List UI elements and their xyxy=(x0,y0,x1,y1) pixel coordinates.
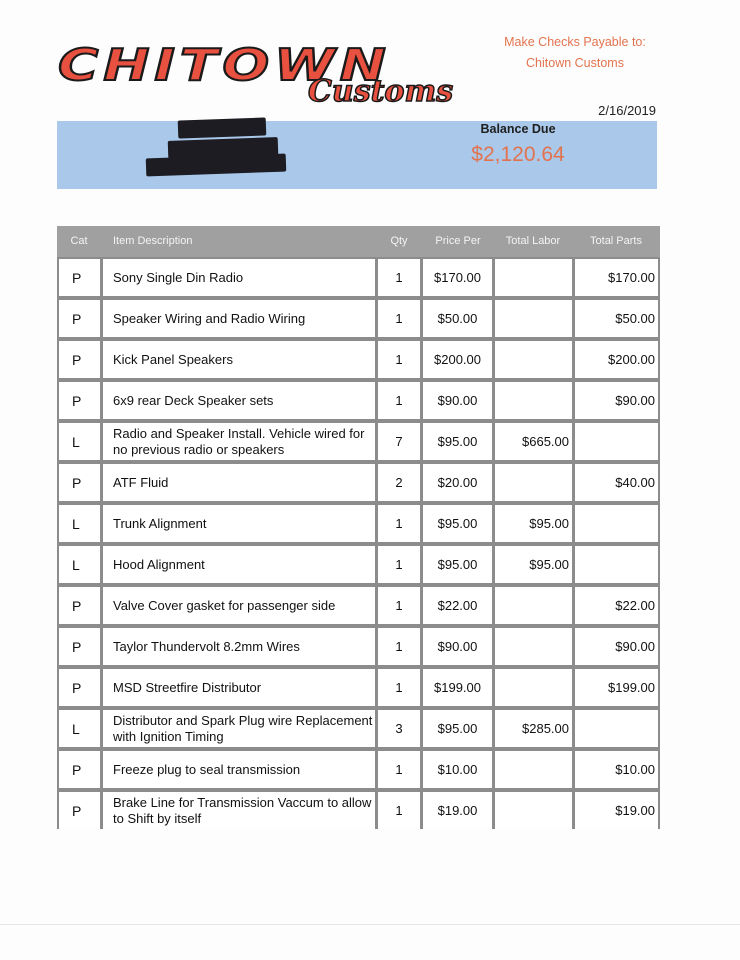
cell-total-parts: $199.00 xyxy=(575,669,658,706)
cell-total-labor xyxy=(495,628,572,665)
cell-total-parts xyxy=(575,423,658,460)
cell-description: Kick Panel Speakers xyxy=(103,341,375,378)
cell-qty: 1 xyxy=(378,259,420,296)
cell-price-per: $90.00 xyxy=(423,382,492,419)
cell-qty: 1 xyxy=(378,669,420,706)
cell-total-labor: $665.00 xyxy=(495,423,572,460)
payable-line-2: Chitown Customs xyxy=(526,56,624,70)
cell-description: Radio and Speaker Install. Vehicle wired for no previous radio or speakers xyxy=(103,423,375,460)
cell-total-labor xyxy=(495,751,572,788)
table-row xyxy=(57,585,660,626)
cell-qty: 1 xyxy=(378,546,420,583)
table-row xyxy=(57,503,660,544)
balance-due-label: Balance Due xyxy=(480,122,556,136)
cell-cat: P xyxy=(59,587,100,624)
col-header-total-parts: Total Parts xyxy=(590,235,642,247)
cell-price-per: $19.00 xyxy=(423,792,492,829)
cell-cat: L xyxy=(59,710,100,747)
col-header-cat: Cat xyxy=(70,235,88,247)
table-row xyxy=(57,462,660,503)
cell-total-labor xyxy=(495,259,572,296)
cell-cat: P xyxy=(59,300,100,337)
cell-description: Hood Alignment xyxy=(103,546,375,583)
redaction-bar xyxy=(178,117,267,138)
cell-price-per: $95.00 xyxy=(423,423,492,460)
cell-description: 6x9 rear Deck Speaker sets xyxy=(103,382,375,419)
cell-price-per: $200.00 xyxy=(423,341,492,378)
cell-description: MSD Streetfire Distributor xyxy=(103,669,375,706)
cell-total-parts: $90.00 xyxy=(575,382,658,419)
table-row xyxy=(57,421,660,462)
cell-qty: 1 xyxy=(378,587,420,624)
cell-cat: L xyxy=(59,546,100,583)
table-row xyxy=(57,790,660,831)
cell-total-parts: $200.00 xyxy=(575,341,658,378)
table-row xyxy=(57,380,660,421)
payable-to xyxy=(490,32,660,74)
cell-price-per: $22.00 xyxy=(423,587,492,624)
table-row xyxy=(57,708,660,749)
cell-total-labor xyxy=(495,464,572,501)
cell-description: Trunk Alignment xyxy=(103,505,375,542)
cell-qty: 2 xyxy=(378,464,420,501)
cell-total-parts xyxy=(575,710,658,747)
cell-total-parts: $50.00 xyxy=(575,300,658,337)
cell-price-per: $90.00 xyxy=(423,628,492,665)
col-header-description: Item Description xyxy=(113,235,193,247)
cell-description: Speaker Wiring and Radio Wiring xyxy=(103,300,375,337)
table-header xyxy=(57,226,660,257)
cell-price-per: $199.00 xyxy=(423,669,492,706)
cell-cat: P xyxy=(59,628,100,665)
col-header-qty: Qty xyxy=(390,235,408,247)
col-header-total-labor: Total Labor xyxy=(505,235,561,247)
cell-total-labor xyxy=(495,587,572,624)
cell-qty: 1 xyxy=(378,341,420,378)
cell-price-per: $95.00 xyxy=(423,546,492,583)
payable-line-1: Make Checks Payable to: xyxy=(504,35,646,49)
cell-qty: 1 xyxy=(378,382,420,419)
cell-total-parts: $90.00 xyxy=(575,628,658,665)
cell-total-labor: $95.00 xyxy=(495,505,572,542)
cell-cat: P xyxy=(59,382,100,419)
table-row xyxy=(57,667,660,708)
cell-description: Distributor and Spark Plug wire Replacement with Ignition Timing xyxy=(103,710,375,747)
cell-qty: 1 xyxy=(378,628,420,665)
cell-price-per: $170.00 xyxy=(423,259,492,296)
table-row xyxy=(57,626,660,667)
cell-cat: L xyxy=(59,505,100,542)
cell-qty: 7 xyxy=(378,423,420,460)
cell-total-labor xyxy=(495,792,572,829)
cell-cat: P xyxy=(59,341,100,378)
cell-qty: 3 xyxy=(378,710,420,747)
cell-description: Freeze plug to seal transmission xyxy=(103,751,375,788)
cell-price-per: $10.00 xyxy=(423,751,492,788)
col-header-price-per: Price Per xyxy=(435,235,481,247)
cell-price-per: $50.00 xyxy=(423,300,492,337)
cell-cat: L xyxy=(59,423,100,460)
cell-total-parts: $10.00 xyxy=(575,751,658,788)
cell-description: Valve Cover gasket for passenger side xyxy=(103,587,375,624)
cell-total-parts xyxy=(575,505,658,542)
cell-description: Taylor Thundervolt 8.2mm Wires xyxy=(103,628,375,665)
cell-total-parts xyxy=(575,546,658,583)
cell-cat: P xyxy=(59,669,100,706)
logo-script: Customs xyxy=(308,74,454,109)
page-edge xyxy=(0,924,740,925)
logo-wordmark: CHITOWN xyxy=(58,40,391,91)
cell-cat: P xyxy=(59,792,100,829)
table-row xyxy=(57,749,660,790)
cell-qty: 1 xyxy=(378,300,420,337)
cell-price-per: $20.00 xyxy=(423,464,492,501)
cell-total-parts: $19.00 xyxy=(575,792,658,829)
cell-total-labor: $285.00 xyxy=(495,710,572,747)
table-row xyxy=(57,298,660,339)
cell-cat: P xyxy=(59,751,100,788)
cell-total-parts: $22.00 xyxy=(575,587,658,624)
cell-cat: P xyxy=(59,259,100,296)
cell-cat: P xyxy=(59,464,100,501)
cell-qty: 1 xyxy=(378,792,420,829)
company-logo xyxy=(58,40,478,109)
cell-price-per: $95.00 xyxy=(423,710,492,747)
cell-qty: 1 xyxy=(378,505,420,542)
table-row xyxy=(57,544,660,585)
table-row xyxy=(57,339,660,380)
cell-total-labor xyxy=(495,300,572,337)
cell-total-labor: $95.00 xyxy=(495,546,572,583)
cell-total-parts: $40.00 xyxy=(575,464,658,501)
cell-description: Sony Single Din Radio xyxy=(103,259,375,296)
cell-price-per: $95.00 xyxy=(423,505,492,542)
cell-total-parts: $170.00 xyxy=(575,259,658,296)
balance-due-amount: $2,120.64 xyxy=(471,143,565,166)
table-body xyxy=(57,257,660,829)
cell-total-labor xyxy=(495,382,572,419)
cell-total-labor xyxy=(495,341,572,378)
table-row xyxy=(57,257,660,298)
cell-total-labor xyxy=(495,669,572,706)
cell-description: Brake Line for Transmission Vaccum to allow to Shift by itself xyxy=(103,792,375,829)
invoice-date: 2/16/2019 xyxy=(598,103,656,118)
cell-qty: 1 xyxy=(378,751,420,788)
cell-description: ATF Fluid xyxy=(103,464,375,501)
